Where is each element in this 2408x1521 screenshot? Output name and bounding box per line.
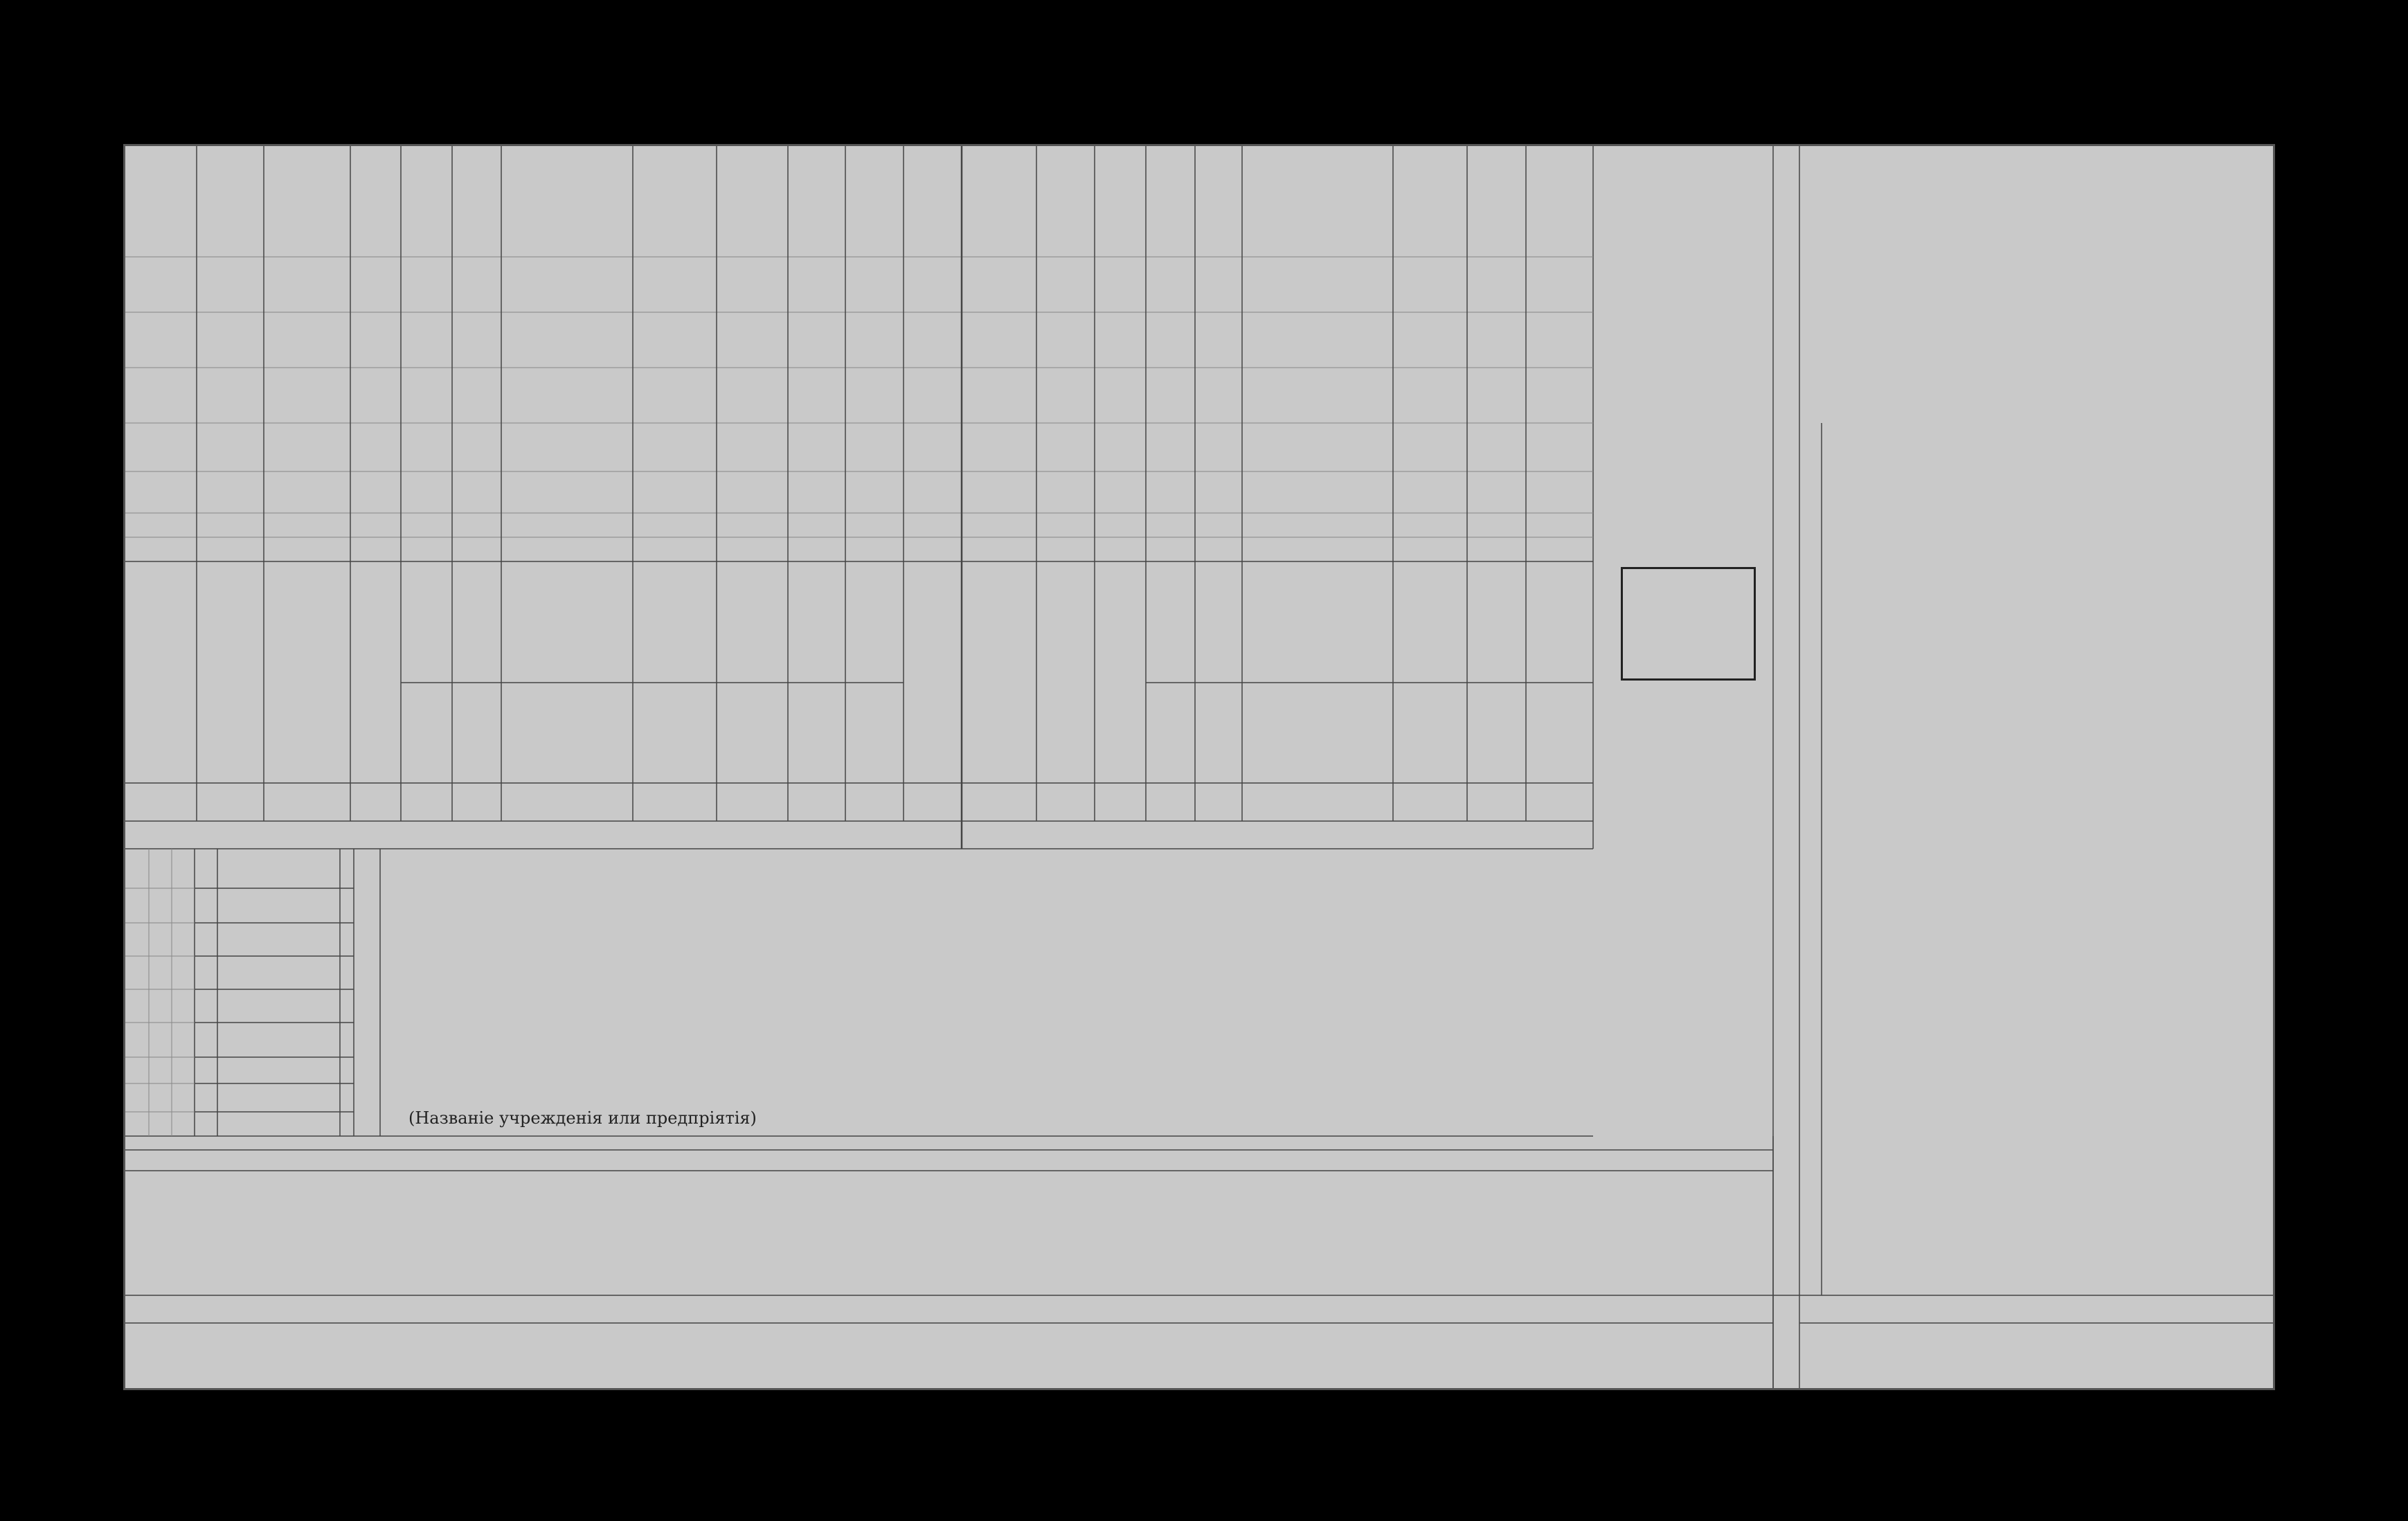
number-box bbox=[1621, 567, 1756, 681]
census-card bbox=[123, 144, 2275, 1390]
grid-lines bbox=[125, 146, 2275, 1390]
institution-label-final: (Названіе учрежденія или предпріятія) bbox=[408, 1108, 757, 1128]
